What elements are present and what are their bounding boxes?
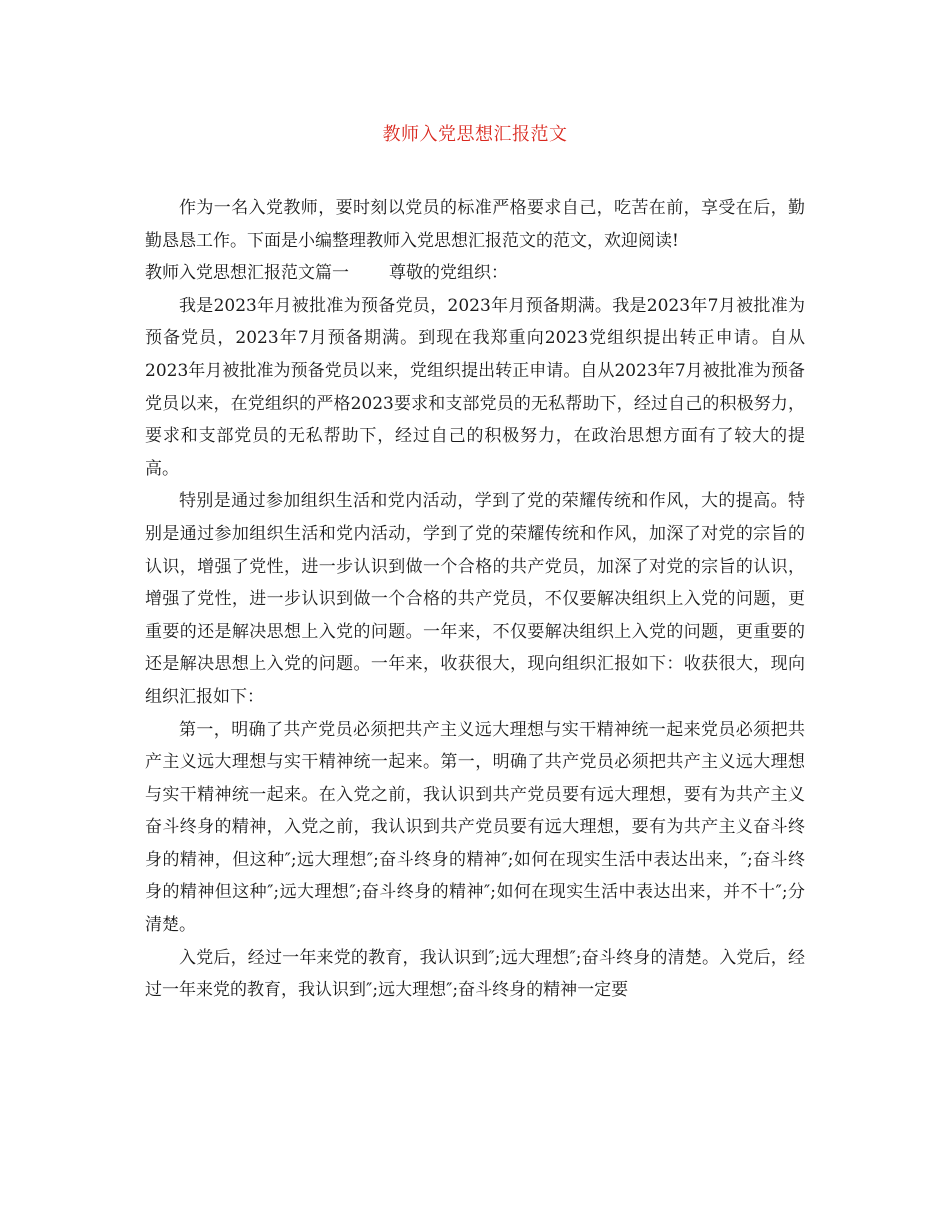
body-paragraph-3: 第一，明确了共产党员必须把共产主义远大理想与实干精神统一起来党员必须把共产主义远大理想与实干精神统一起来。第一，明确了共产党员必须把共产主义远大理想与实干精神统一起来。在入党之前，我认识到共产党员要有远大理想，要有为共产主义奋斗终身的精神，入党之前，我认识到共产党员要有远大理想，要有为共产主义奋斗终身的精神，但这种″;远大理想″;奋斗终身的精神″;如何在现实生活中表达出来，″;奋斗终身的精神但这种″;远大理想″;奋斗终身的精神″;如何在现实生活中表达出来，并不十″;分清楚。	[145, 719, 805, 936]
body-paragraph-1: 我是2023年月被批准为预备党员，2023年月预备期满。我是2023年7月被批准为预备党员，2023年7月预备期满。到现在我郑重向2023党组织提出转正申请。自从2023年月被批准为预备党员以来，党组织提出转正申请。自从2023年7月被批准为预备党员以来，在党组织的严格2023要求和支部党员的无私帮助下，经过自己的积极努力，要求和支部党员的无私帮助下，经过自己的积极努力，在政治思想方面有了较大的提高。	[145, 295, 805, 479]
body-paragraph-2: 特别是通过参加组织生活和党内活动，学到了党的荣耀传统和作风，大的提高。特别是通过参加组织生活和党内活动，学到了党的荣耀传统和作风，加深了对党的宗旨的认识，增强了党性，进一步认识到做一个合格的共产党员，加深了对党的宗旨的认识，增强了党性，进一步认识到做一个合格的共产党员，不仅要解决组织上入党的问题，更重要的还是解决思想上入党的问题。一年来，不仅要解决组织上入党的问题，更重要的还是解决思想上入党的问题。一年来，收获很大，现向组织汇报如下：收获很大，现向组织汇报如下：	[145, 491, 805, 707]
section-heading-line	[145, 257, 805, 290]
section-heading: 教师入党思想汇报范文篇一	[145, 263, 349, 284]
document-title: 教师入党思想汇报范文	[382, 124, 568, 145]
intro-paragraph: 作为一名入党教师，要时刻以党员的标准严格要求自己，吃苦在前，享受在后，勤勤恳恳工作。下面是小编整理教师入党思想汇报范文的范文，欢迎阅读!	[145, 198, 805, 251]
document-body	[145, 192, 805, 1007]
body-paragraph-4: 入党后，经过一年来党的教育，我认识到″;远大理想″;奋斗终身的清楚。入党后，经过一年来党的教育，我认识到″;远大理想″;奋斗终身的精神一定要	[145, 947, 805, 1001]
salutation: 尊敬的党组织：	[389, 263, 508, 284]
